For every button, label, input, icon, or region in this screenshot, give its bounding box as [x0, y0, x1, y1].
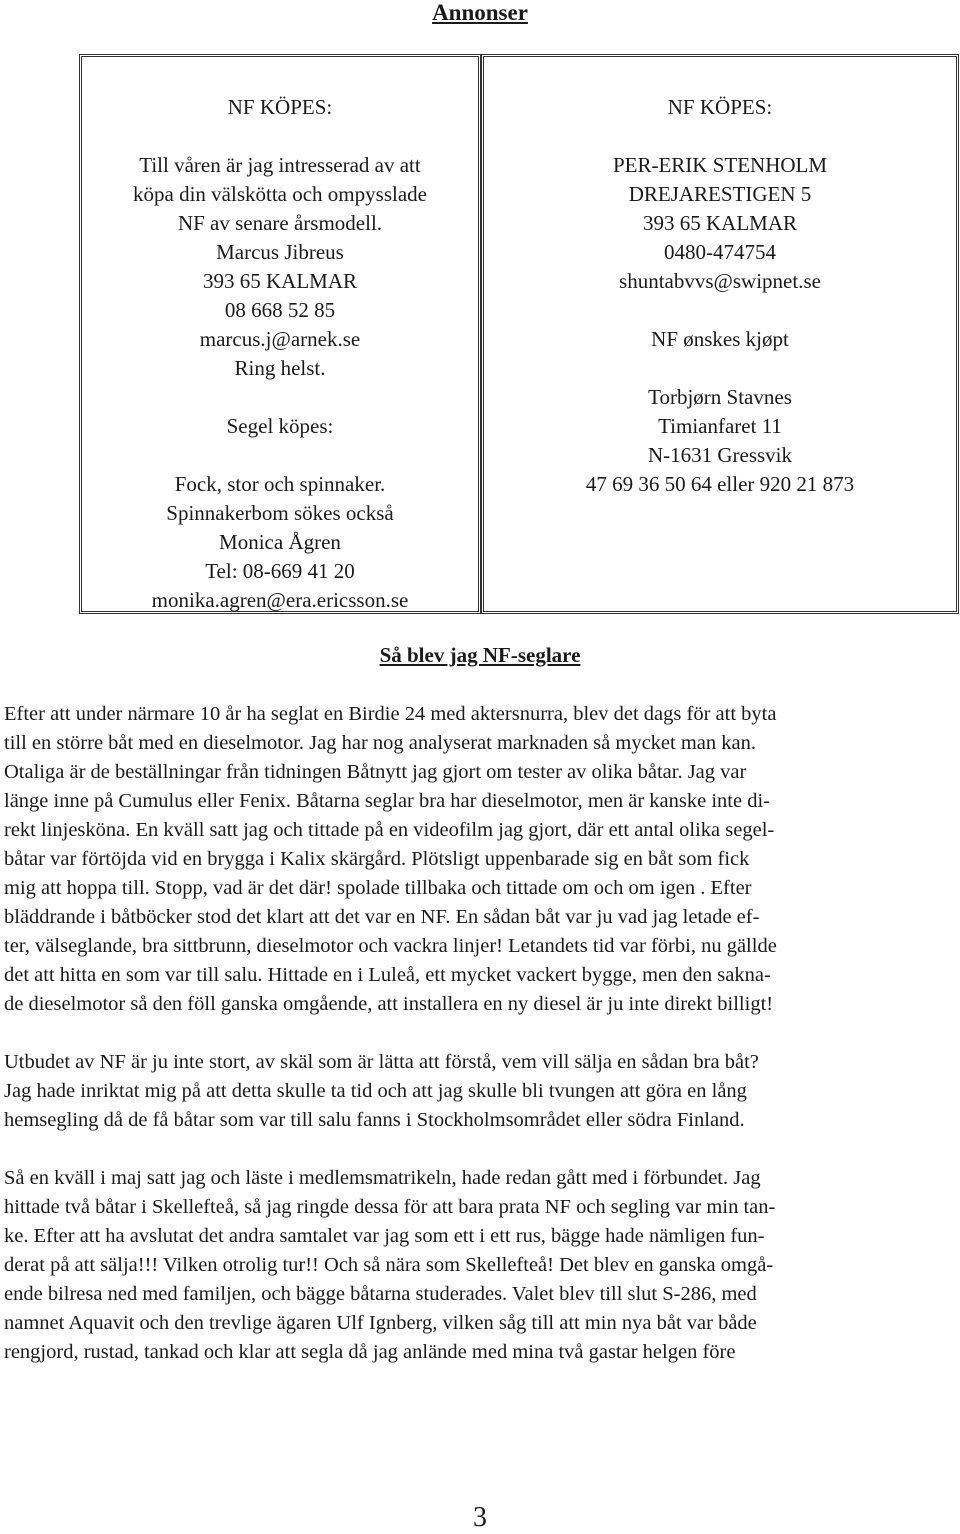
- article-line: Jag hade inriktat mig på att detta skulle ta tid och att jag skulle bli tvungen att göra en lång: [4, 1080, 747, 1102]
- ad-line: Ring helst.: [234, 356, 326, 380]
- ad-heading: NF KÖPES:: [667, 95, 773, 119]
- ad-line: 08 668 52 85: [224, 298, 336, 322]
- ad-line: PER-ERIK STENHOLM: [612, 153, 828, 177]
- ad-heading: NF ønskes kjøpt: [651, 327, 789, 351]
- ad-line: marcus.j@arnek.se: [199, 327, 361, 351]
- ad-text-block: [484, 383, 956, 499]
- article-line: hemsegling då de få båtar som var till salu fanns i Stockholmsområdet eller södra Finland.: [4, 1109, 745, 1131]
- ad-text-block: [82, 151, 478, 383]
- ad-line: DREJARESTIGEN 5: [628, 182, 812, 206]
- article-line: länge inne på Cumulus eller Fenix. Båtarna seglar bra har dieselmotor, men är kanske inte di-: [4, 790, 770, 812]
- ad-line: Spinnakerbom sökes också: [166, 501, 394, 525]
- ad-line: köpa din välskötta och ompysslade: [133, 182, 427, 206]
- ad-line: 393 65 KALMAR: [642, 211, 797, 235]
- article-line: båtar var förtöjda vid en brygga i Kalix skärgård. Plötsligt uppenbarade sig en båt som fick: [4, 848, 750, 870]
- article-line: rengjord, rustad, tankad och klar att segla då jag anlände med mina två gastar helgen före: [4, 1341, 736, 1363]
- page-title: Annonser: [432, 0, 528, 25]
- ad-line: N-1631 Gressvik: [647, 443, 793, 467]
- article-line: Så en kväll i maj satt jag och läste i medlemsmatrikeln, hade redan gått med i förbundet. Jag: [4, 1167, 761, 1189]
- article-line: namnet Aquavit och den trevlige ägaren Ulf Ignberg, vilken såg till att min nya båt var både: [4, 1312, 757, 1334]
- ad-line: Fock, stor och spinnaker.: [174, 472, 386, 496]
- article-heading: Så blev jag NF-seglare: [379, 643, 581, 667]
- ad-line: monika.agren@era.ericsson.se: [151, 588, 409, 612]
- ad-line: Timianfaret 11: [658, 414, 782, 438]
- ad-heading: NF KÖPES:: [227, 95, 333, 119]
- ad-box-left: [79, 54, 481, 614]
- ad-line: 0480-474754: [664, 240, 776, 264]
- article-line: mig att hoppa till. Stopp, vad är det där! spolade tillbaka och tittade om och om igen . Efter: [4, 877, 752, 899]
- page-number: 3: [473, 1502, 487, 1533]
- article-line: derat på att sälja!!! Vilken otrolig tur!! Och så nära som Skellefteå! Det blev en ganska omgå-: [4, 1254, 774, 1276]
- ad-line: Till våren är jag intresserad av att: [139, 153, 421, 177]
- article-line: Utbudet av NF är ju inte stort, av skäl som är lätta att förstå, vem vill sälja en sådan bra båt?: [4, 1051, 759, 1073]
- ad-line: Torbjørn Stavnes: [648, 385, 792, 409]
- article-line: rekt linjesköna. En kväll satt jag och tittade på en videofilm jag gjort, där ett antal olika segel-: [4, 819, 775, 841]
- article-paragraph: [4, 700, 956, 1019]
- article-paragraph: [4, 1048, 956, 1135]
- article-line: ende bilresa ned med familjen, och bägge båtarna studerades. Valet blev till slut S-286, med: [4, 1283, 757, 1305]
- article-line: ter, välseglande, bra sittbrunn, dieselmotor och vackra linjer! Letandets tid var förbi, nu gällde: [4, 935, 777, 957]
- ad-text-block: [82, 470, 478, 615]
- article-line: bläddrande i båtböcker stod det klart att det var en NF. En sådan båt var ju vad jag letade ef-: [4, 906, 760, 928]
- article-line: det att hitta en som var till salu. Hittade en i Luleå, ett mycket vackert bygge, men den sakna-: [4, 964, 771, 986]
- ad-text-block: [484, 151, 956, 296]
- article-line: Efter att under närmare 10 år ha seglat en Birdie 24 med aktersnurra, blev det dags för att byta: [4, 703, 777, 725]
- article-line: Otaliga är de beställningar från tidningen Båtnytt jag gjort om tester av olika båtar. Jag var: [4, 761, 747, 783]
- article-line: till en större båt med en dieselmotor. Jag har nog analyserat marknaden så mycket man kan.: [4, 732, 756, 754]
- article-line: hittade två båtar i Skellefteå, så jag ringde dessa för att bara prata NF och segling var min tan-: [4, 1196, 776, 1218]
- ad-line: 393 65 KALMAR: [202, 269, 357, 293]
- ad-line: Marcus Jibreus: [216, 240, 344, 264]
- ad-heading: Segel köpes:: [226, 414, 334, 438]
- article-line: ke. Efter att ha avslutat det andra samtalet var jag som ett i ett rus, bägge hade nämligen fun-: [4, 1225, 765, 1247]
- ads-section: [79, 54, 959, 614]
- article-line: de dieselmotor så den föll ganska omgående, att installera en ny diesel är ju inte direkt billigt!: [4, 993, 774, 1015]
- ad-line: Tel: 08-669 41 20: [205, 559, 355, 583]
- ad-line: shuntabvvs@swipnet.se: [619, 269, 821, 293]
- article-paragraph: [4, 1164, 956, 1367]
- ad-line: NF av senare årsmodell.: [177, 211, 383, 235]
- ad-line: 47 69 36 50 64 eller 920 21 873: [585, 472, 855, 496]
- ad-box-right: [481, 54, 959, 614]
- article-body: [4, 700, 956, 1367]
- ad-line: Monica Ågren: [219, 530, 341, 554]
